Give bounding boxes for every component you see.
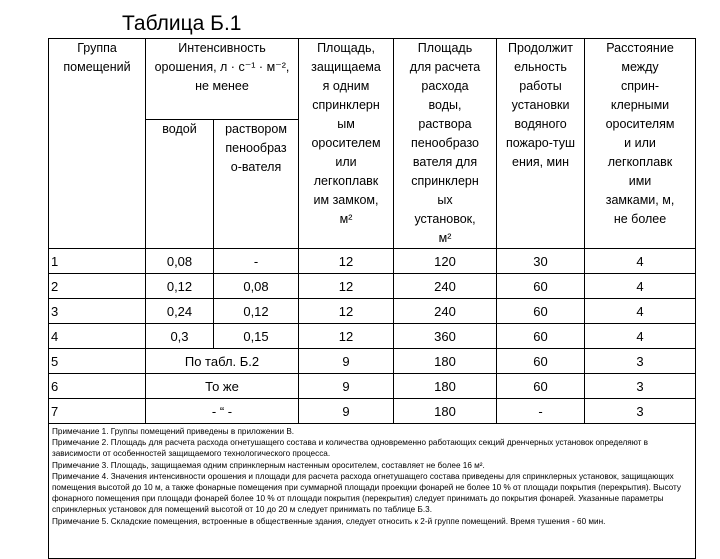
cell-group: 1: [49, 249, 146, 274]
cell-water: 0,3: [146, 324, 214, 349]
cell-time: 60: [497, 374, 585, 399]
cell-group: 3: [49, 299, 146, 324]
table-row: [49, 249, 696, 274]
notes-row: [49, 424, 696, 559]
cell-dist: 4: [585, 324, 696, 349]
cell-water: 0,08: [146, 249, 214, 274]
table-row: [49, 274, 696, 299]
cell-foam: 0,15: [214, 324, 299, 349]
cell-group: 2: [49, 274, 146, 299]
cell-group: 7: [49, 399, 146, 424]
table-row: [49, 324, 696, 349]
cell-area: 12: [299, 274, 394, 299]
cell-dist: 4: [585, 299, 696, 324]
cell-time: 60: [497, 299, 585, 324]
cell-time: 60: [497, 349, 585, 374]
cell-calc: 240: [394, 274, 497, 299]
cell-area: 12: [299, 299, 394, 324]
table-title: Таблица Б.1: [122, 12, 242, 35]
cell-intensity-merged: - “ -: [146, 399, 299, 424]
header-distance: Расстояние между сприн- клерными оросителям и или легкоплавк ими замками, м, не более: [585, 39, 696, 249]
table-row: [49, 349, 696, 374]
header-intensity: Интенсивность орошения, л · с⁻¹ · м⁻², не менее: [146, 39, 299, 120]
cell-intensity-merged: По табл. Б.2: [146, 349, 299, 374]
cell-group: 4: [49, 324, 146, 349]
cell-time: 30: [497, 249, 585, 274]
cell-calc: 120: [394, 249, 497, 274]
table-row: [49, 399, 696, 424]
header-water: водой: [146, 119, 214, 248]
cell-time: 60: [497, 274, 585, 299]
cell-area: 9: [299, 399, 394, 424]
cell-calc: 180: [394, 349, 497, 374]
norms-table: [48, 38, 696, 559]
cell-foam: 0,12: [214, 299, 299, 324]
cell-calc: 360: [394, 324, 497, 349]
note-2: Примечание 2. Площадь для расчета расхода огнетушащего состава и количества одновременно работающих секций дренчерных установок определяют в зависимости от особенностей защищаемого технологического процесса.: [52, 438, 649, 459]
cell-calc: 180: [394, 399, 497, 424]
cell-area: 9: [299, 374, 394, 399]
cell-dist: 3: [585, 349, 696, 374]
header-row: [49, 39, 696, 120]
header-duration: Продолжит ельность работы установки водяного пожаро-туш ения, мин: [497, 39, 585, 249]
norms-table-container: [48, 38, 695, 534]
table-row: [49, 374, 696, 399]
header-group: Группа помещений: [49, 39, 146, 249]
cell-area: 9: [299, 349, 394, 374]
cell-water: 0,12: [146, 274, 214, 299]
cell-calc: 180: [394, 374, 497, 399]
cell-group: 6: [49, 374, 146, 399]
cell-foam: -: [214, 249, 299, 274]
cell-water: 0,24: [146, 299, 214, 324]
cell-time: -: [497, 399, 585, 424]
note-1: Примечание 1. Группы помещений приведены в приложении В.: [52, 427, 295, 436]
notes-cell: [49, 424, 696, 559]
header-area-protected: Площадь, защищаема я одним спринклерн ым оросителем или легкоплавк им замком, м²: [299, 39, 394, 249]
cell-group: 5: [49, 349, 146, 374]
cell-calc: 240: [394, 299, 497, 324]
cell-area: 12: [299, 249, 394, 274]
cell-dist: 3: [585, 399, 696, 424]
cell-foam: 0,08: [214, 274, 299, 299]
cell-intensity-merged: То же: [146, 374, 299, 399]
cell-time: 60: [497, 324, 585, 349]
cell-area: 12: [299, 324, 394, 349]
cell-dist: 4: [585, 274, 696, 299]
cell-dist: 3: [585, 374, 696, 399]
table-row: [49, 299, 696, 324]
note-3: Примечание 3. Площадь, защищаемая одним спринклерным настенным оросителем, составляет не более 16 м².: [52, 460, 485, 470]
note-4: Примечание 4. Значения интенсивности орошения и площади для расчета расхода огнетушащего состава приведены для спринклерных установок, защищающих помещения высотой до 10 м, а также фонарные помещения при суммарной площади проекции фонарей не более 10 % от площади покрытия (перекрытия). Высоту фонарного помещения при площади фонарей более 10 % от площади покрытия (перекрытия) следует принимать до покрытия фонарей. Указанные параметры спринклерных установок для помещений высотой от 10 до 20 м следует принимать по таблице Б.3.: [52, 471, 681, 515]
cell-dist: 4: [585, 249, 696, 274]
header-foam: раствором пенообраз о-вателя: [214, 119, 299, 248]
header-area-calc: Площадь для расчета расхода воды, раствора пенообразо вателя для спринклерн ых установок, м²: [394, 39, 497, 249]
note-5: Примечание 5. Складские помещения, встроенные в общественные здания, следует относить к 2-й группе помещений. Время тушения - 60 мин.: [52, 516, 606, 526]
